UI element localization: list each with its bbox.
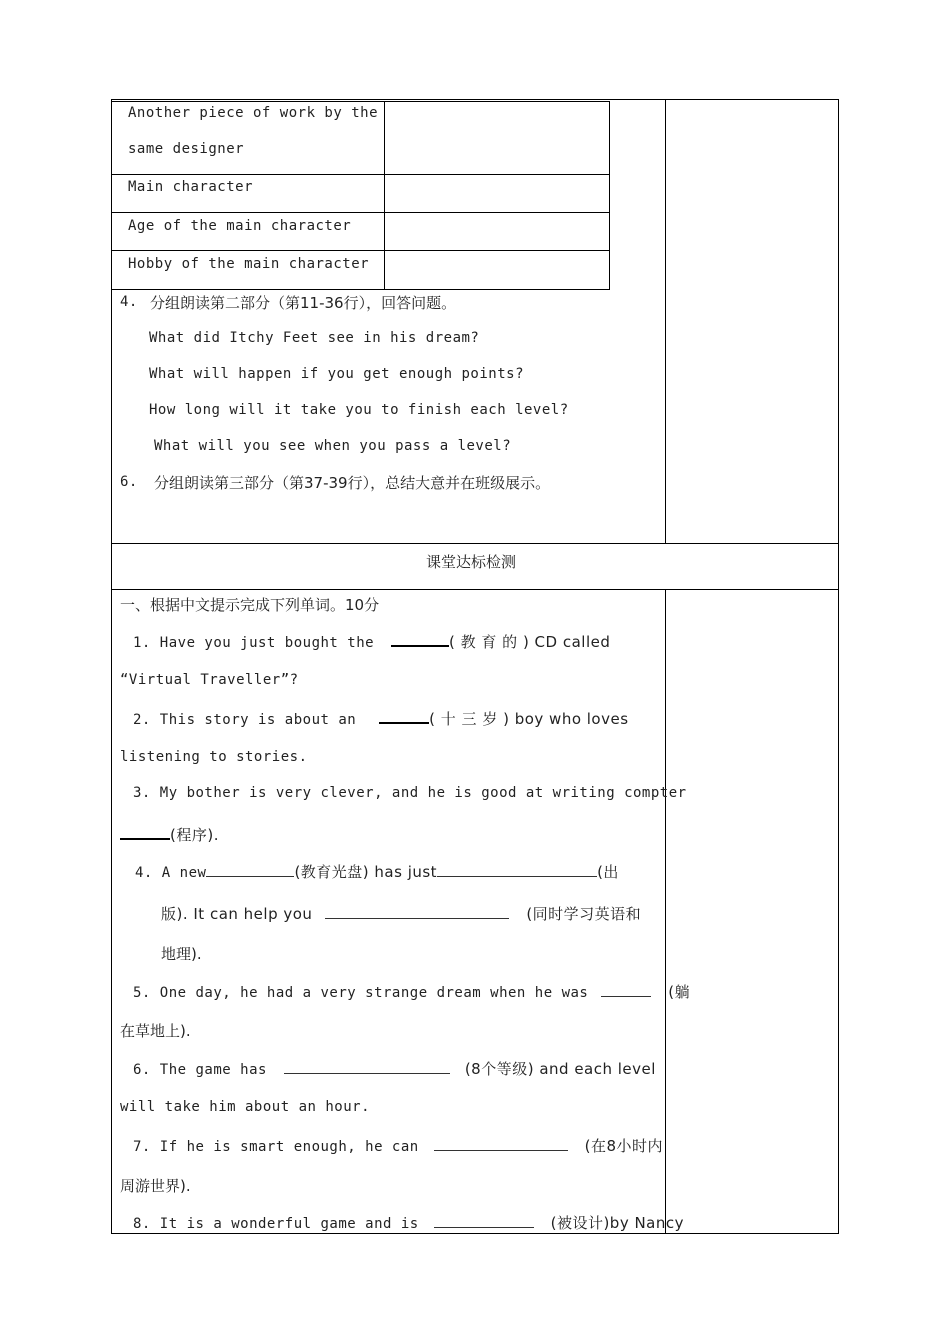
section-header-bottom	[111, 589, 839, 590]
item5-cont: 在草地上).	[120, 1022, 191, 1040]
row-label-age: Age of the main character	[128, 218, 352, 234]
answer-blank[interactable]	[601, 996, 651, 997]
task4-instruction: 分组朗读第二部分（第11-36行），回答问题。	[150, 294, 457, 312]
outer-top-border	[111, 99, 839, 100]
inner-table-mid	[384, 101, 385, 290]
answer-blank[interactable]	[379, 722, 429, 724]
task6-instruction: 分组朗读第三部分（第37-39行），总结大意并在班级展示。	[154, 474, 551, 492]
inner-row-line	[111, 212, 610, 213]
item4-text: 4. A new (教育光盘) has just (出	[135, 863, 619, 881]
task6-number: 6.	[120, 474, 138, 490]
answer-blank[interactable]	[284, 1073, 450, 1074]
inner-row-line	[111, 174, 610, 175]
row-label-another-work-cont: same designer	[128, 141, 245, 157]
answer-blank[interactable]	[391, 645, 449, 647]
inner-table-right	[609, 101, 610, 290]
task4-question-3: How long will it take you to finish each level?	[149, 402, 569, 418]
outer-bottom-border	[111, 1233, 839, 1234]
section-header-top	[111, 543, 839, 544]
answer-blank[interactable]	[206, 876, 294, 877]
inner-table-top	[111, 101, 610, 102]
answer-blank[interactable]	[434, 1150, 568, 1151]
row-label-hobby: Hobby of the main character	[128, 256, 370, 272]
item7-text: 7. If he is smart enough, he can (在8小时内	[133, 1137, 663, 1155]
item5-text: 5. One day, he had a very strange dream when he was (躺	[133, 983, 691, 1001]
inner-row-line	[111, 250, 610, 251]
answer-blank[interactable]	[437, 876, 597, 877]
item7-cont: 周游世界).	[120, 1177, 191, 1195]
row-label-main-character: Main character	[128, 179, 254, 195]
item1-cont: “Virtual Traveller”?	[120, 672, 299, 688]
task4-question-4: What will you see when you pass a level?	[154, 438, 512, 454]
item4-cont-2: 地理).	[161, 945, 202, 963]
item8-text: 8. It is a wonderful game and is (被设计)by Nancy	[133, 1214, 685, 1232]
section-title: 课堂达标检测	[426, 553, 517, 571]
outer-right-border	[838, 99, 839, 1234]
item2-text: 2. This story is about an ( 十 三 岁 ) boy who loves	[133, 710, 629, 728]
item6-cont: will take him about an hour.	[120, 1099, 371, 1115]
answer-blank[interactable]	[325, 918, 509, 919]
answer-blank[interactable]	[434, 1227, 534, 1228]
task4-question-2: What will happen if you get enough points?	[149, 366, 525, 382]
item3-cont: (程序).	[120, 824, 219, 845]
column-divider-top	[665, 99, 666, 544]
row-label-another-work: Another piece of work by the	[128, 105, 379, 121]
answer-blank[interactable]	[120, 838, 170, 840]
item2-cont: listening to stories.	[120, 749, 308, 765]
item4-cont: 版). It can help you (同时学习英语和	[161, 905, 642, 923]
exercise-heading: 一、根据中文提示完成下列单词。10分	[120, 596, 380, 614]
outer-left-border	[111, 99, 112, 1234]
item6-text: 6. The game has (8个等级) and each level	[133, 1060, 656, 1078]
item1-text: 1. Have you just bought the ( 教 育 的 ) CD called	[133, 633, 611, 651]
item3-text: 3. My bother is very clever, and he is good at writing compter	[133, 785, 687, 801]
column-divider-bottom	[665, 590, 666, 1234]
inner-table-bottom	[111, 289, 610, 290]
task4-number: 4.	[120, 294, 138, 310]
task4-question-1: What did Itchy Feet see in his dream?	[149, 330, 480, 346]
